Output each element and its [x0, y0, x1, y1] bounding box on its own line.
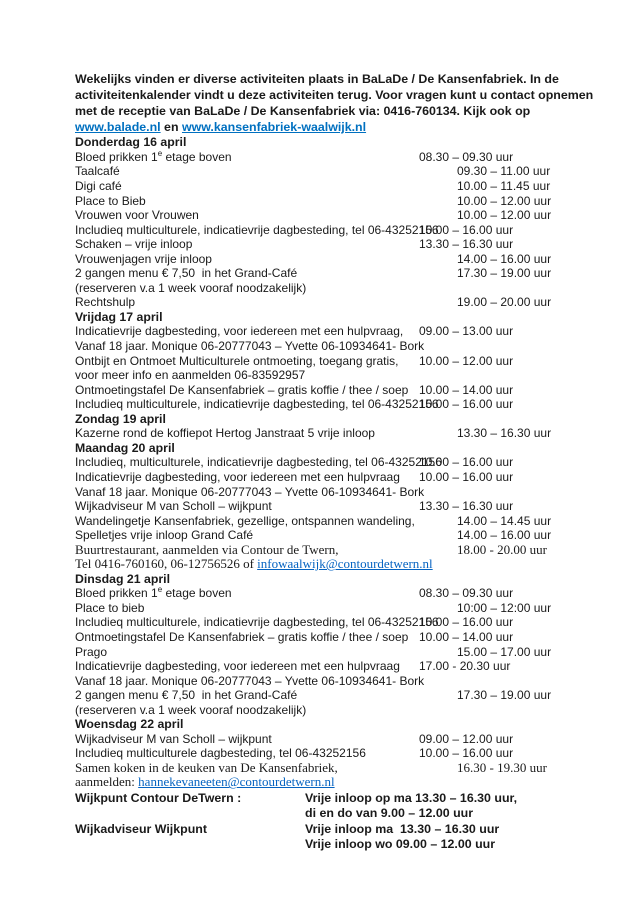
- schedule-row: [75, 295, 615, 310]
- text-segment: Indicatievrije dagbesteding, voor iedereen met een hulpvraag,: [75, 324, 404, 339]
- activity-text: [75, 426, 375, 440]
- time-value: 14.00 – 16.00 uur: [457, 251, 552, 266]
- time-value: 09.00 – 13.00 uur: [419, 324, 514, 339]
- activity-text: [75, 281, 306, 295]
- footer-row: [75, 837, 615, 852]
- time-value: 18.00 - 20.00 uur: [457, 541, 547, 557]
- activity-text: [75, 455, 442, 469]
- activity-text: [75, 528, 253, 542]
- activity-text: [75, 150, 232, 164]
- time-value: 16.30 - 19.30 uur: [457, 759, 547, 775]
- schedule-row: [75, 659, 615, 674]
- time-value: 10.00 – 12.00 uur: [457, 193, 552, 208]
- activity-text: [75, 630, 408, 644]
- text-segment: aanmelden:: [75, 774, 139, 790]
- text-segment: Donderdag 16 april: [75, 135, 187, 150]
- time-value: 10.00 – 16.00 uur: [419, 455, 514, 470]
- schedule-row: [75, 266, 615, 281]
- superscript-text: e: [157, 585, 163, 595]
- activity-text: [75, 383, 408, 397]
- schedule-row: [75, 485, 615, 500]
- day-heading-label: [75, 135, 186, 149]
- activity-text: [75, 354, 399, 368]
- day-heading-label: [75, 412, 166, 426]
- text-segment: Vrouwenjagen vrije inloop: [75, 251, 212, 266]
- text-segment: Includieq multiculturele, indicatievrije dagbesteding, tel 06-43252156: [75, 615, 439, 630]
- schedule-row: [75, 746, 615, 761]
- schedule-row: [75, 499, 615, 514]
- schedule-row: [75, 775, 615, 790]
- schedule-row: [75, 615, 615, 630]
- activity-text: [75, 760, 338, 775]
- text-segment: voor meer info en aanmelden 06-83592957: [75, 368, 306, 383]
- text-segment: Includieq, multiculturele, indicatievrije dagbesteding, tel 06-43252156: [75, 455, 442, 470]
- activity-text: [75, 470, 400, 484]
- text-segment: Ontbijt en Ontmoet Multiculturele ontmoeting, toegang gratis,: [75, 353, 399, 368]
- time-value: 10.00 – 14.00 uur: [419, 629, 514, 644]
- document-content: [75, 71, 615, 853]
- schedule-row: [75, 164, 615, 179]
- schedule-row: [75, 179, 615, 194]
- schedule: [75, 135, 615, 790]
- footer-row: [75, 791, 615, 806]
- activity-text: [75, 339, 424, 353]
- activity-text: [75, 179, 122, 193]
- activity-text: [75, 485, 424, 499]
- intro-line-3: met de receptie van BaLaDe / De Kansenfabriek via: 0416-760134. Kijk ook op: [75, 104, 531, 119]
- time-value: 09.30 – 11.00 uur: [457, 164, 551, 179]
- time-value: 17.30 – 19.00 uur: [457, 688, 552, 703]
- activity-text: [75, 542, 338, 557]
- schedule-row: [75, 601, 615, 616]
- text-segment: Wijkadviseur M van Scholl – wijkpunt: [75, 499, 272, 514]
- time-value: 13.30 – 16.30 uur: [419, 237, 514, 252]
- schedule-row: [75, 397, 615, 412]
- day-heading: [75, 441, 615, 456]
- activity-text: [75, 703, 306, 717]
- activity-text: [75, 688, 297, 702]
- schedule-row: [75, 586, 615, 601]
- text-segment: Vanaf 18 jaar. Monique 06-20777043 – Yvette 06-10934641- Bork: [75, 484, 425, 499]
- activity-text: [75, 368, 305, 382]
- schedule-row: [75, 150, 615, 165]
- text-segment: Prago: [75, 644, 108, 659]
- day-heading-label: [75, 441, 175, 455]
- time-value: 19.00 – 20.00 uur: [457, 295, 552, 310]
- day-heading: [75, 412, 615, 427]
- time-value: 10.00 – 16.00 uur: [419, 746, 514, 761]
- activity-text: [75, 732, 272, 746]
- text-segment: (reserveren v.a 1 week vooraf noodzakelijk): [75, 280, 307, 295]
- text-segment: Includieq multiculturele, indicatievrije dagbesteding, tel 06-43252156: [75, 222, 439, 237]
- activity-text: [75, 252, 212, 266]
- text-segment: Includieq multiculturele dagbesteding, tel 06-43252156: [75, 746, 366, 761]
- footer-label: Wijkpunt Contour DeTwern :: [75, 790, 242, 805]
- schedule-row: [75, 455, 615, 470]
- activity-text: [75, 266, 297, 280]
- activity-text: [75, 194, 146, 208]
- schedule-row: [75, 543, 615, 558]
- time-value: 13.30 – 16.30 uur: [457, 426, 552, 441]
- activity-text: [75, 586, 232, 600]
- text-segment: Vrijdag 17 april: [75, 309, 163, 324]
- schedule-row: [75, 208, 615, 223]
- footer-hours: Vrije inloop wo 09.00 – 12.00 uur: [305, 837, 496, 852]
- time-value: 10.00 – 14.00 uur: [419, 382, 514, 397]
- footer-row: [75, 822, 615, 837]
- text-segment: Indicatievrije dagbesteding, voor iedereen met een hulpvraag: [75, 469, 400, 484]
- activity-text: [75, 295, 135, 309]
- intro-links-line: [75, 119, 615, 135]
- email-link[interactable]: hannekevaneeten@contourdetwern.nl: [138, 774, 335, 790]
- activity-text: [75, 237, 192, 251]
- kansenfabriek-link[interactable]: www.kansenfabriek-waalwijk.nl: [181, 120, 367, 135]
- footer: [75, 791, 615, 853]
- text-segment: Dinsdag 21 april: [75, 571, 170, 586]
- text-segment: Spelletjes vrije inloop Grand Café: [75, 528, 254, 543]
- text-segment: 2 gangen menu € 7,50 in het Grand-Café: [75, 688, 298, 703]
- time-value: 17.00 - 20.30 uur: [419, 659, 511, 674]
- intro-paragraph: [75, 71, 615, 135]
- text-segment: Place to bieb: [75, 600, 145, 615]
- text-segment: Maandag 20 april: [75, 440, 175, 455]
- time-value: 10.00 – 16.00 uur: [419, 615, 514, 630]
- balade-link[interactable]: www.balade.nl: [75, 120, 161, 135]
- activity-text: [75, 746, 366, 760]
- text-segment: Buurtrestaurant, aanmelden via Contour de Twern,: [75, 541, 339, 557]
- time-value: 08.30 – 09.30 uur: [419, 586, 514, 601]
- schedule-row: [75, 557, 615, 572]
- activity-text: [75, 774, 335, 789]
- activity-text: [75, 164, 120, 178]
- text-segment: Indicatievrije dagbesteding, voor iedereen met een hulpvraag: [75, 659, 400, 674]
- schedule-row: [75, 252, 615, 267]
- activity-text: [75, 659, 400, 673]
- text-segment: (reserveren v.a 1 week vooraf noodzakelijk): [75, 702, 307, 717]
- text-segment: etage boven: [162, 586, 232, 601]
- time-value: 17.30 – 19.00 uur: [457, 266, 552, 281]
- schedule-row: [75, 630, 615, 645]
- time-value: 10.00 – 16.00 uur: [419, 469, 514, 484]
- text-segment: Tel 0416-760160, 06-12756526 of: [75, 556, 258, 572]
- text-segment: Bloed prikken 1: [75, 586, 158, 601]
- activity-text: [75, 674, 424, 688]
- time-value: 10.00 – 16.00 uur: [419, 397, 514, 412]
- text-segment: Zondag 19 april: [75, 411, 166, 426]
- text-segment: Rechtshulp: [75, 295, 136, 310]
- activity-text: [75, 601, 144, 615]
- schedule-row: [75, 339, 615, 354]
- text-segment: Woensdag 22 april: [75, 717, 184, 732]
- schedule-row: [75, 470, 615, 485]
- activity-text: [75, 208, 199, 222]
- schedule-row: [75, 281, 615, 296]
- schedule-row: [75, 674, 615, 689]
- text-segment: etage boven: [162, 149, 232, 164]
- schedule-row: [75, 761, 615, 776]
- time-value: 10.00 – 11.45 uur: [457, 179, 551, 194]
- text-segment: Kazerne rond de koffiepot Hertog Janstraat 5 vrije inloop: [75, 426, 375, 441]
- schedule-row: [75, 514, 615, 529]
- text-segment: Vanaf 18 jaar. Monique 06-20777043 – Yvette 06-10934641- Bork: [75, 339, 425, 354]
- text-segment: Taalcafé: [75, 164, 120, 179]
- day-heading-label: [75, 310, 162, 324]
- footer-hours: di en do van 9.00 – 12.00 uur: [305, 806, 474, 821]
- text-segment: Ontmoetingstafel De Kansenfabriek – gratis koffie / thee / soep: [75, 629, 409, 644]
- day-heading-label: [75, 717, 183, 731]
- activity-text: [75, 223, 439, 237]
- day-heading-label: [75, 572, 170, 586]
- activity-text: [75, 615, 439, 629]
- schedule-row: [75, 426, 615, 441]
- schedule-row: [75, 354, 615, 369]
- text-segment: 2 gangen menu € 7,50 in het Grand-Café: [75, 266, 298, 281]
- schedule-row: [75, 528, 615, 543]
- time-value: 14.00 – 16.00 uur: [457, 528, 552, 543]
- schedule-row: [75, 688, 615, 703]
- footer-row: [75, 806, 615, 821]
- schedule-row: [75, 645, 615, 660]
- time-value: 10.00 – 12.00 uur: [457, 208, 552, 223]
- day-heading: [75, 717, 615, 732]
- time-value: 10:00 – 12:00 uur: [457, 600, 552, 615]
- day-heading: [75, 310, 615, 325]
- intro-line-2: activiteitenkalender vindt u deze activiteiten terug. Voor vragen kunt u contact opnemen: [75, 88, 594, 103]
- schedule-row: [75, 324, 615, 339]
- footer-hours: Vrije inloop ma 13.30 – 16.30 uur: [305, 821, 500, 836]
- text-segment: Vanaf 18 jaar. Monique 06-20777043 – Yvette 06-10934641- Bork: [75, 673, 425, 688]
- schedule-row: [75, 368, 615, 383]
- time-value: 10.00 – 12.00 uur: [419, 353, 514, 368]
- text-segment: Wandelingetje Kansenfabriek, gezellige, ontspannen wandeling,: [75, 513, 415, 528]
- email-link[interactable]: infowaalwijk@contourdetwern.nl: [257, 556, 433, 572]
- time-value: 14.00 – 14.45 uur: [457, 513, 552, 528]
- text-segment: Includieq multiculturele, indicatievrije dagbesteding, tel 06-43252156: [75, 397, 439, 412]
- activity-text: [75, 645, 107, 659]
- footer-hours: Vrije inloop op ma 13.30 – 16.30 uur,: [305, 790, 518, 805]
- text-segment: Digi café: [75, 179, 122, 194]
- day-heading: [75, 572, 615, 587]
- schedule-row: [75, 732, 615, 747]
- text-segment: Vrouwen voor Vrouwen: [75, 208, 199, 223]
- superscript-text: e: [157, 148, 163, 158]
- activity-text: [75, 499, 272, 513]
- schedule-row: [75, 223, 615, 238]
- day-heading: [75, 135, 615, 150]
- text-segment: Schaken – vrije inloop: [75, 237, 193, 252]
- time-value: 13.30 – 16.30 uur: [419, 499, 514, 514]
- time-value: 09.00 – 12.00 uur: [419, 731, 514, 746]
- text-segment: Place to Bieb: [75, 193, 146, 208]
- text-segment: Wijkadviseur M van Scholl – wijkpunt: [75, 731, 272, 746]
- time-value: 08.30 – 09.30 uur: [419, 149, 514, 164]
- time-value: 15.00 – 17.00 uur: [457, 644, 552, 659]
- intro-line-1: Wekelijks vinden er diverse activiteiten plaats in BaLaDe / De Kansenfabriek. In de: [75, 72, 559, 86]
- text-segment: Samen koken in de keuken van De Kansenfabriek,: [75, 759, 338, 775]
- activity-text: [75, 397, 439, 411]
- activity-text: [75, 324, 403, 338]
- activity-text: [75, 514, 415, 528]
- time-value: 10.00 – 16.00 uur: [419, 222, 514, 237]
- schedule-row: [75, 237, 615, 252]
- footer-label: Wijkadviseur Wijkpunt: [75, 821, 207, 836]
- schedule-row: [75, 194, 615, 209]
- activity-text: [75, 556, 433, 571]
- links-separator: en: [160, 120, 182, 135]
- text-segment: Ontmoetingstafel De Kansenfabriek – gratis koffie / thee / soep: [75, 382, 409, 397]
- text-segment: Bloed prikken 1: [75, 149, 158, 164]
- schedule-row: [75, 383, 615, 398]
- schedule-row: [75, 703, 615, 718]
